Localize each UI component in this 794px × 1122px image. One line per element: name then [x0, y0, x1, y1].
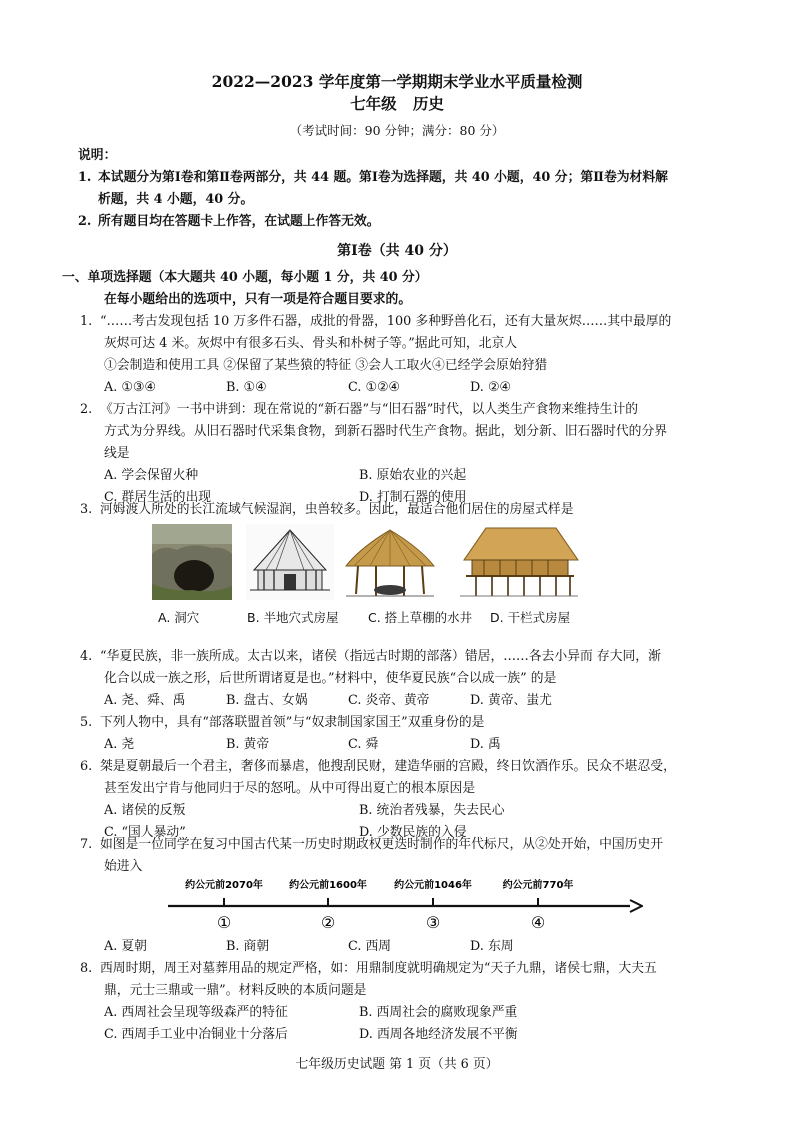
- option-d: D. 黄帝、蚩尤: [470, 693, 552, 708]
- instructions-heading: 说明：: [78, 148, 117, 163]
- question-text: 鼎，元士三鼎或一鼎”。材料反映的本质问题是: [104, 983, 367, 998]
- option-c: C. 炎帝、黄帝: [348, 693, 430, 708]
- question-text: 线是: [104, 446, 130, 461]
- question-text: 甚至发出宁肯与他同归于尽的怒吼。从中可得出夏亡的根本原因是: [104, 781, 476, 796]
- question-number: 5.: [80, 715, 93, 730]
- question-6: [80, 756, 730, 800]
- semi-subterranean-house-image: [246, 524, 334, 600]
- option-b: B. 盘古、女娲: [226, 693, 308, 708]
- options-5: [104, 734, 724, 756]
- caption-a: A. 洞穴: [158, 610, 200, 625]
- option-d: D. 禹: [470, 737, 501, 752]
- question-5: [80, 712, 730, 734]
- option-c: C. 西周: [348, 939, 392, 954]
- question-3: [80, 499, 730, 521]
- question-number: 7.: [80, 837, 93, 852]
- instruction-1: [78, 167, 728, 189]
- option-c: C. 西周手工业中冶铜业十分落后: [104, 1027, 288, 1042]
- straw-well-image: [340, 524, 440, 600]
- timeline-marker: ④: [530, 913, 546, 932]
- option-d: D. 少数民族的入侵: [359, 825, 467, 840]
- timeline-marker: ②: [320, 913, 336, 932]
- options-1: [104, 377, 724, 399]
- exam-info: （考试时间：90 分钟；满分：80 分）: [289, 123, 505, 138]
- options-4: [104, 690, 724, 712]
- question-text: 灰烬可达 4 米。灰烬中有很多石头、骨头和朴树子等。”据此可知，北京人: [104, 336, 518, 351]
- option-d: D. ②④: [470, 380, 511, 395]
- question-text: 始进入: [104, 859, 143, 874]
- caption-b: B. 半地穴式房屋: [247, 610, 339, 625]
- option-a: A. 西周社会呈现等级森严的特征: [104, 1005, 288, 1020]
- question-text: 如图是一位同学在复习中国古代某一历史时期政权更迭时制作的年代标尺，从②处开始，中国历史开: [100, 837, 664, 852]
- option-c: C. “国人暴动”: [104, 825, 186, 840]
- section-title: 第Ⅰ卷（共 40 分）: [337, 243, 457, 259]
- option-b: B. ①④: [226, 380, 267, 395]
- option-a: A. 尧: [104, 737, 135, 752]
- option-b: B. 黄帝: [226, 737, 270, 752]
- question-number: 2.: [80, 402, 93, 417]
- cave-image: [152, 524, 232, 600]
- option-a: A. 尧、舜、禹: [104, 693, 186, 708]
- option-a: A. 夏朝: [104, 939, 147, 954]
- option-d: D. 打制石器的使用: [359, 490, 467, 505]
- timeline-label: 约公元前2070年: [185, 880, 263, 891]
- question-text: 河姆渡人所处的长江流域气候湿润，虫兽较多。因此，最适合他们居住的房屋式样是: [100, 502, 574, 517]
- instruction-2: [78, 211, 728, 233]
- question-1: [80, 311, 730, 377]
- section-heading: 一、单项选择题（本大题共 40 小题，每小题 1 分，共 40 分）: [62, 270, 428, 285]
- section-subheading: 在每小题给出的选项中，只有一项是符合题目要求的。: [104, 292, 412, 307]
- options-7: [104, 936, 724, 958]
- option-c: C. 舜: [348, 737, 379, 752]
- question-number: 1.: [80, 314, 93, 329]
- option-d: D. 西周各地经济发展不平衡: [359, 1027, 518, 1042]
- timeline-arrow-icon: [630, 900, 642, 912]
- question-number: 4.: [80, 649, 93, 664]
- timeline-marker: ①: [216, 913, 232, 932]
- option-c: C. 群居生活的出现: [104, 490, 212, 505]
- instruction-1-cont: 析题，共 4 小题，40 分。: [98, 192, 254, 207]
- instruction-text: 所有题目均在答题卡上作答，在试题上作答无效。: [98, 214, 380, 229]
- exam-subtitle: 七年级 历史: [350, 94, 444, 113]
- option-c: C. ①②④: [348, 380, 400, 395]
- house-images: [152, 524, 582, 604]
- question-text: “……考古发现包括 10 万多件石器，成批的骨器，100 多种野兽化石，还有大量灰烬……其中最厚的: [100, 314, 672, 329]
- option-b: B. 原始农业的兴起: [359, 468, 467, 483]
- instruction-num: 1.: [78, 170, 92, 185]
- option-a: A. ①③④: [104, 380, 156, 395]
- options-8: [104, 1002, 724, 1046]
- page-footer: 七年级历史试题 第 1 页（共 6 页）: [295, 1057, 499, 1072]
- question-text: “华夏民族，非一族所成。太古以来，诸侯（指远古时期的部落）错居，……各去小异而 存大同，渐: [100, 649, 661, 664]
- timeline-label: 约公元前770年: [502, 880, 574, 891]
- option-b: B. 商朝: [226, 939, 270, 954]
- question-text: 方式为分界线。从旧石器时代采集食物，到新石器时代生产食物。据此，划分新、旧石器时代的分界: [104, 424, 668, 439]
- timeline: [168, 876, 643, 932]
- timeline-marker: ③: [425, 913, 441, 932]
- option-b: B. 西周社会的腐败现象严重: [359, 1005, 518, 1020]
- question-number: 6.: [80, 759, 93, 774]
- question-text: 《万古江河》一书中讲到：现在常说的“新石器”与“旧石器”时代，以人类生产食物来维持生计的: [100, 402, 639, 417]
- question-text: ①会制造和使用工具 ②保留了某些猿的特征 ③会人工取火④已经学会原始狩猎: [104, 358, 548, 373]
- caption-d: D. 干栏式房屋: [490, 610, 571, 625]
- question-text: 化合以成一族之形，后世所谓诸夏是也。”材料中，使华夏民族“合以成一族” 的是: [104, 671, 557, 686]
- question-7: [80, 834, 730, 878]
- instruction-num: 2.: [78, 214, 92, 229]
- option-a: A. 学会保留火种: [104, 468, 199, 483]
- question-number: 8.: [80, 961, 93, 976]
- question-text: 桀是夏朝最后一个君主，奢侈而暴虐，他搜刮民财，建造华丽的宫殿，终日饮酒作乐。民众不堪忍受，: [100, 759, 676, 774]
- question-4: [80, 646, 730, 690]
- question-8: [80, 958, 730, 1002]
- exam-title: 2022—2023 学年度第一学期期末学业水平质量检测: [211, 72, 583, 91]
- timeline-label: 约公元前1600年: [289, 880, 367, 891]
- stilt-house-image: [456, 524, 582, 600]
- option-d: D. 东周: [470, 939, 514, 954]
- question-text: 西周时期，周王对墓葬用品的规定严格，如：用鼎制度就明确规定为“天子九鼎，诸侯七鼎，大夫五: [100, 961, 657, 976]
- timeline-label: 约公元前1046年: [394, 880, 472, 891]
- option-a: A. 诸侯的反叛: [104, 803, 186, 818]
- instruction-text: 本试题分为第Ⅰ卷和第Ⅱ卷两部分，共 44 题。第Ⅰ卷为选择题，共 40 小题，40 分；第Ⅱ卷为材料解: [98, 170, 668, 185]
- caption-c: C. 搭上草棚的水井: [368, 610, 473, 625]
- question-number: 3.: [80, 502, 93, 517]
- option-b: B. 统治者残暴，失去民心: [359, 803, 505, 818]
- question-2: [80, 399, 730, 465]
- question-text: 下列人物中，具有“部落联盟首领”与“奴隶制国家国王”双重身份的是: [100, 715, 485, 730]
